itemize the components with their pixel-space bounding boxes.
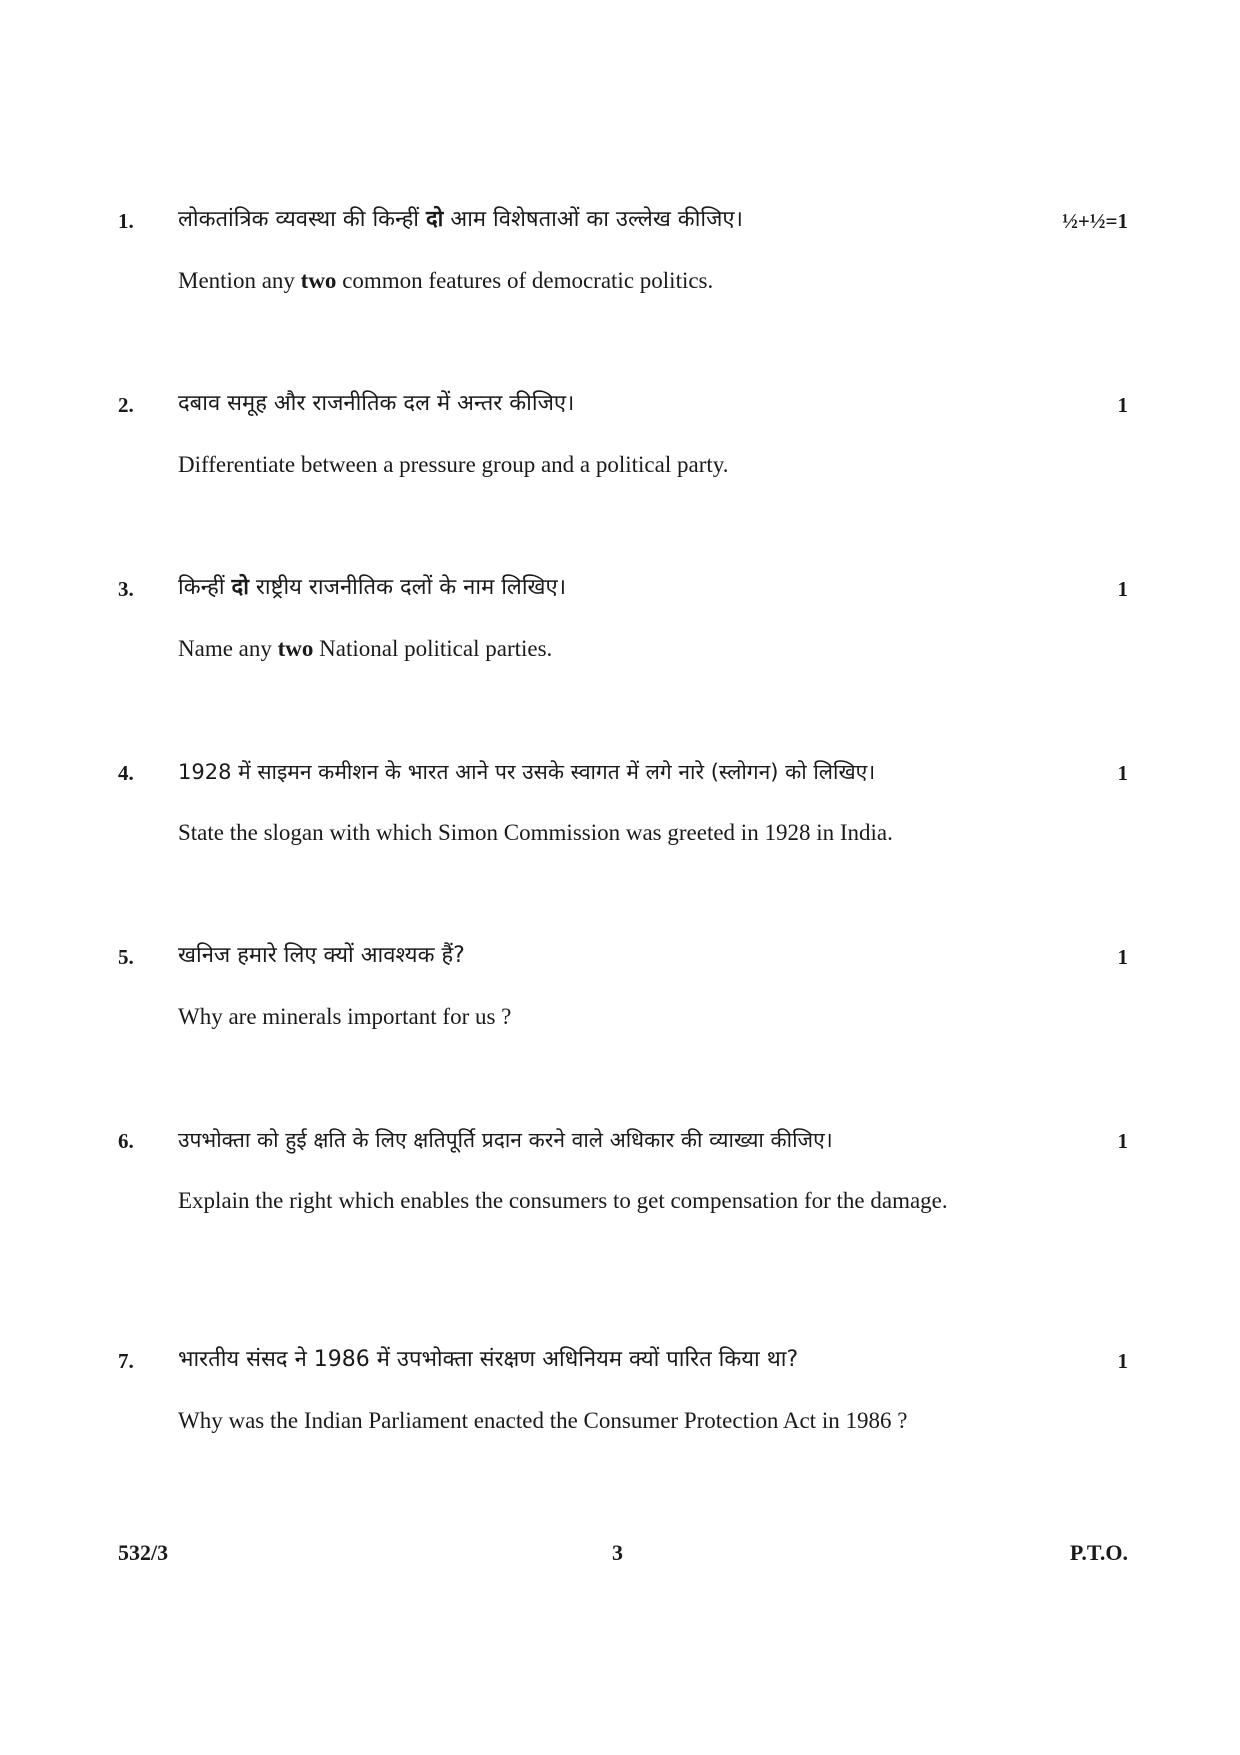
question-marks: 1 xyxy=(1117,761,1128,785)
question-marks: ½+½=1 xyxy=(1062,209,1128,233)
question-number: 6. xyxy=(118,1129,134,1153)
question-english-text xyxy=(178,447,1068,482)
hindi-bold-word: दो xyxy=(426,207,444,232)
question-number: 4. xyxy=(118,761,134,785)
hindi-text-part: किन्हीं xyxy=(178,575,232,600)
hindi-bold-word: दो xyxy=(231,575,249,600)
english-bold-word: two xyxy=(277,636,314,661)
english-bold-word: two xyxy=(300,268,337,293)
hindi-text-part: राष्ट्रीय राजनीतिक दलों के नाम लिखिए। xyxy=(248,575,567,600)
question-english-text xyxy=(178,631,1068,666)
question-number: 2. xyxy=(118,393,134,417)
english-text-part: common features of democratic politics. xyxy=(336,268,714,293)
question-english-text xyxy=(178,1183,1068,1218)
english-text-part: Why was the Indian Parliament enacted the Consumer Protection Act in 1986 ? xyxy=(178,1408,908,1433)
question-english-text xyxy=(178,999,1068,1034)
hindi-text-part: भारतीय संसद ने 1986 में उपभोक्ता संरक्षण अधिनियम क्यों पारित किया था? xyxy=(178,1347,799,1372)
question-english-text xyxy=(178,1403,1068,1438)
pto-label: P.T.O. xyxy=(1069,1540,1128,1565)
english-text-part: National political parties. xyxy=(313,636,553,661)
question-marks: 1 xyxy=(1117,577,1128,601)
english-text-part: Differentiate between a pressure group and a political party. xyxy=(178,452,729,477)
question-hindi-text xyxy=(178,389,1058,419)
page-number: 3 xyxy=(612,1540,623,1565)
english-text-part: Explain the right which enables the consumers to get compensation for the damage. xyxy=(178,1188,948,1213)
question-english-text xyxy=(178,815,1068,850)
question-hindi-text xyxy=(178,757,1058,787)
question-marks: 1 xyxy=(1117,1129,1128,1153)
english-text-part: Mention any xyxy=(178,268,301,293)
question-marks: 1 xyxy=(1117,393,1128,417)
question-hindi-text xyxy=(178,941,1058,971)
question-hindi-text xyxy=(178,1125,1058,1155)
question-hindi-text xyxy=(178,205,1058,235)
english-text-part: Why are minerals important for us ? xyxy=(178,1004,512,1029)
hindi-text-part: 1928 में साइमन कमीशन के भारत आने पर उसके स्वागत में लगे नारे (स्लोगन) को लिखिए। xyxy=(178,760,876,784)
english-text-part: State the slogan with which Simon Commission was greeted in 1928 in India. xyxy=(178,820,893,845)
question-number: 5. xyxy=(118,945,134,969)
question-marks: 1 xyxy=(1117,1349,1128,1373)
hindi-text-part: उपभोक्ता को हुई क्षति के लिए क्षतिपूर्ति प्रदान करने वाले अधिकार की व्याख्या कीजिए। xyxy=(178,1128,833,1152)
hindi-text-part: खनिज हमारे लिए क्यों आवश्यक हैं? xyxy=(178,943,465,968)
question-hindi-text xyxy=(178,573,1058,603)
question-number: 3. xyxy=(118,577,134,601)
english-text-part: Name any xyxy=(178,636,278,661)
hindi-text-part: लोकतांत्रिक व्यवस्था की किन्हीं xyxy=(178,207,426,232)
hindi-text-part: दबाव समूह और राजनीतिक दल में अन्तर कीजिए। xyxy=(178,391,575,416)
question-hindi-text xyxy=(178,1345,1058,1375)
question-number: 7. xyxy=(118,1349,134,1373)
question-english-text xyxy=(178,263,1068,298)
question-number: 1. xyxy=(118,209,134,233)
question-marks: 1 xyxy=(1117,945,1128,969)
hindi-text-part: आम विशेषताओं का उल्लेख कीजिए। xyxy=(443,207,743,232)
paper-code: 532/3 xyxy=(118,1540,169,1565)
